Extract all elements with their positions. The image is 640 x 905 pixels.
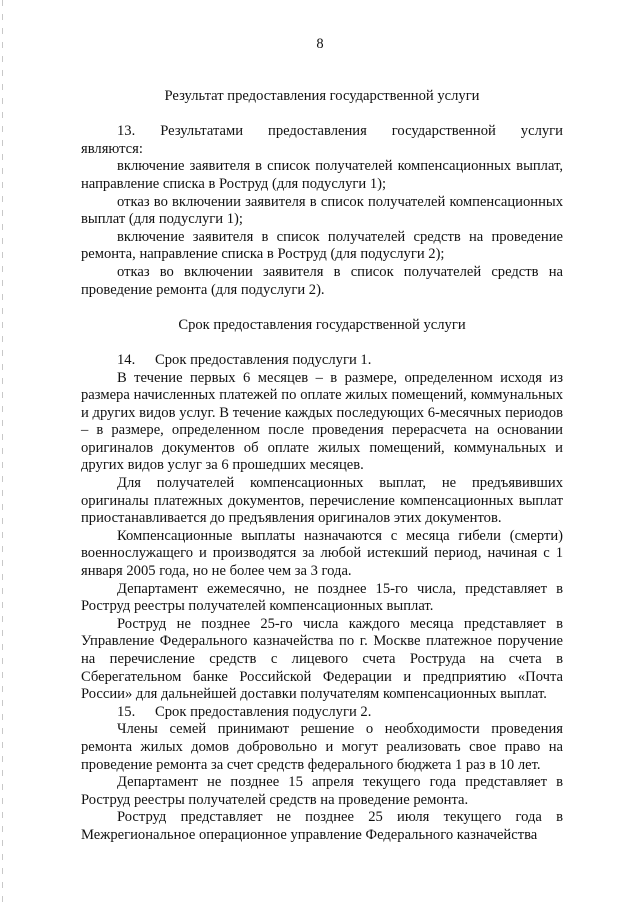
result-paragraph: включение заявителя в список получателей средств на проведение ремонта, направление списка в Роструд (для подуслуги 2); — [81, 228, 563, 263]
term-paragraph: Для получателей компенсационных выплат, не предъявивших оригиналы платежных документов, перечисление компенсационных выплат приостанавливается до предъявления оригиналов этих документов. — [81, 475, 563, 527]
result-paragraph: отказ во включении заявителя в список получателей средств на проведение ремонта (для подуслуги 2). — [81, 263, 563, 298]
item-15-number: 15. — [117, 703, 136, 720]
item-13-word: государственной — [391, 123, 496, 140]
term-paragraph: В течение первых 6 месяцев – в размере, определенном исходя из размера начисленных платежей по оплате жилых помещений, коммунальных и других видов услуг. В течение каждых последующих 6-месячных периодов – в размере, определенном после проведения перерасчета на основании оригиналов документов об оплате жилых помещений, коммунальных и других видов услуг за 6 прошедших месяцев. — [81, 369, 563, 474]
section-heading-term: Срок предоставления государственной услуги — [178, 316, 466, 333]
term-paragraph: Департамент ежемесячно, не позднее 15-го числа, представляет в Роструд реестры получателей компенсационных выплат. — [81, 580, 563, 615]
result-paragraph: включение заявителя в список получателей компенсационных выплат, направление списка в Роструд (для подуслуги 1); — [81, 158, 563, 192]
section-heading-result: Результат предоставления государственной услуги — [164, 88, 480, 104]
term-paragraph: Роструд представляет не позднее 25 июля текущего года в Межрегиональное операционное управление Федерального казначейства — [81, 809, 563, 843]
scan-edge — [2, 0, 3, 905]
item-13-word: Результатами — [160, 123, 244, 140]
item-13-number: 13. — [117, 123, 136, 140]
term-paragraph: Члены семей принимают решение о необходимости проведения ремонта жилых домов добровольно и могут реализовать свое право на проведение ремонта за счет средств федерального бюджета 1 раз в 10 лет. — [81, 721, 563, 773]
item-13-continuation: являются: — [81, 140, 143, 157]
term-paragraph: Компенсационные выплаты назначаются с месяца гибели (смерти) военнослужащего и производятся за любой истекший период, начиная с 1 января 2005 года, но не более чем за 3 года. — [81, 527, 563, 580]
item-14-number: 14. — [117, 351, 136, 368]
item-13-word: предоставления — [268, 123, 367, 140]
item-14-line — [81, 352, 563, 370]
item-14-text: Срок предоставления подуслуги 1. — [155, 351, 372, 368]
item-15-line — [81, 704, 563, 722]
result-paragraph: отказ во включении заявителя в список получателей компенсационных выплат (для подуслуги 1); — [81, 193, 563, 228]
document-body — [81, 88, 563, 845]
item-15-text: Срок предоставления подуслуги 2. — [155, 703, 372, 720]
item-13-word: услуги — [520, 123, 563, 140]
term-paragraph: Департамент не позднее 15 апреля текущего года представляет в Роструд реестры получателей средств на проведение ремонта. — [81, 774, 563, 808]
page-number: 8 — [316, 36, 324, 52]
item-13-line — [81, 123, 563, 141]
term-paragraph: Роструд не позднее 25-го числа каждого месяца представляет в Управление Федерального казначейства по г. Москве платежное поручение на перечисление средств с лицевого счета Роструда на счета в Сберегательном банке Российской Федерации и предприятию «Почта России» для дальнейшей доставки получателям компенсационных выплат. — [81, 615, 563, 703]
